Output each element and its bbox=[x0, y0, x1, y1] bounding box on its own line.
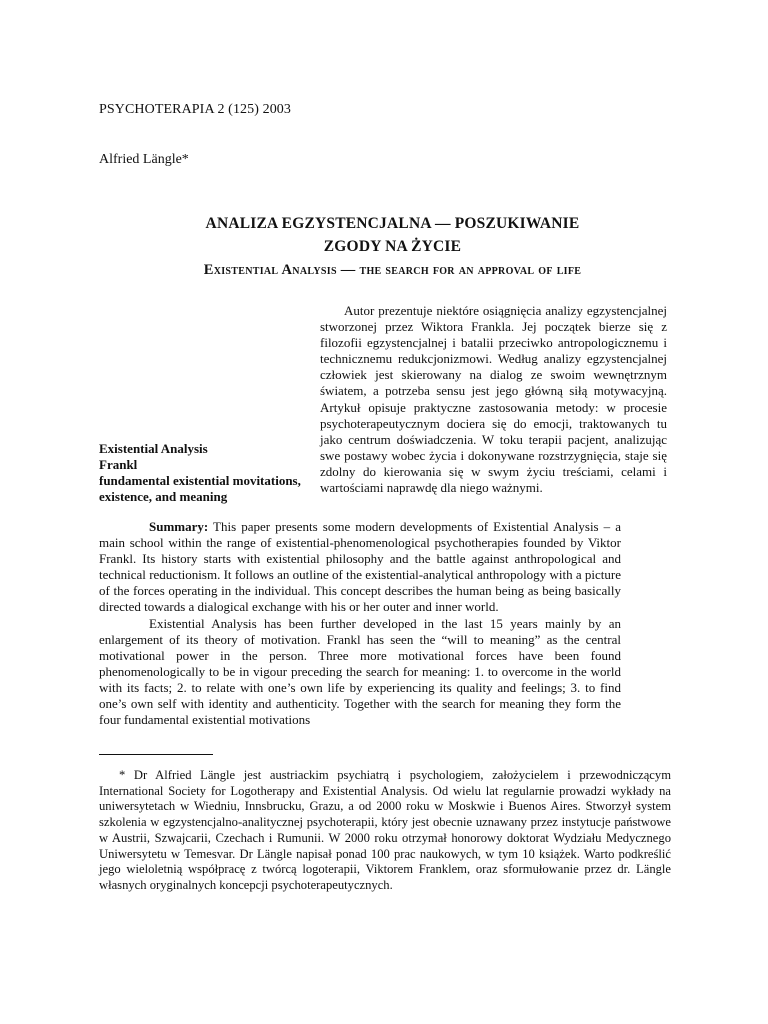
keyword-item: Frankl bbox=[99, 457, 138, 473]
journal-header: PSYCHOTERAPIA 2 (125) 2003 bbox=[99, 102, 292, 117]
summary-paragraph-2: Existential Analysis has been further developed in the last 15 years mainly by an enlargement of its theory of motivation. Frankl has seen the “will to meaning” as the central motivational power in the person. Three more motivational forces have been found phenomenologically to be in vigour preceding the search for meaning: 1. to overcome in the world with its facts; 2. to relate with one’s own life by experiencing its quality and feelings; 3. to find one’s own self with identity and authenticity. Together with the search for meaning they form the four fundamental existential motivations bbox=[99, 615, 621, 728]
title-english: Existential Analysis — the search for an approval of life bbox=[203, 262, 582, 278]
title-polish-line-1: ANALIZA EGZYSTENCJALNA — POSZUKIWANIE bbox=[205, 215, 580, 232]
footnote-text: * Dr Alfried Längle jest austriackim psychiatrą i psychologiem, założycielem i przewodniczącym International Society for Logotherapy and Existential Analysis. Od wielu lat regularnie prowadzi wykłady na uniwersytetach w Wiedniu, Innsbrucku, Grazu, a od 2000 roku w Moskwie i Buenos Aires. Stworzył system szkolenia w egzystencjalno-analitycznej psychoterapii, który jest obecnie uznawany przez instytucje państwowe w Austrii, Szwajcarii, Czechach i Rumunii. W 2000 roku otrzymał honorowy doktorat Wydziału Medycznego Uniwersytetu w Temesvar. Dr Längle napisał ponad 100 prac naukowych, w tym 10 książek. Warto podkreślić jego wieloletnią współpracę z twórcą logoterapii, Viktorem Franklem, oraz sformułowanie przez dr. Längle własnych oryginalnych koncepcji psychoterapeutycznych. bbox=[99, 768, 671, 892]
summary-paragraph-1-text: This paper presents some modern developments of Existential Analysis – a main school within the range of existential-phenomenological psychotherapies founded by Viktor Frankl. Its history starts with existential philosophy and the battle against anthropological and technical reductionism. It follows an outline of the existential-analytical anthropology with a picture of the forces operating in the individual. This concept describes the human being as being basically directed towards a dialogical exchange with his or her outer and inner world. bbox=[99, 519, 621, 615]
keywords bbox=[99, 441, 304, 505]
keyword-item: Existential Analysis bbox=[99, 441, 208, 456]
footnote-divider bbox=[99, 754, 213, 755]
title-polish-line-2: ZGODY NA ŻYCIE bbox=[323, 238, 462, 255]
footnote bbox=[99, 768, 671, 894]
abstract-polish bbox=[320, 303, 667, 496]
summary-lead: Summary: bbox=[149, 519, 209, 534]
author-name: Alfried Längle* bbox=[99, 152, 189, 167]
summary-section bbox=[99, 519, 621, 728]
abstract-polish-text: Autor prezentuje niektóre osiągnięcia analizy egzystencjalnej stworzonej przez Wiktora Frankla. Jej początek bierze się z filozofii egzystencjalnej i batalii przeciwko antropologicznemu i technicznemu redukcjonizmowi. Według analizy egzystencjalnej człowiek jest skierowany na dialog ze swoim wewnętrznym światem, a potrzeba sensu jest jego główną siłą motywacyjną. Artykuł opisuje praktyczne zastosowania metody: w procesie psychoterapeutycznym dociera się do emocji, traktowanych tu jako centrum doświadczenia. W toku terapii pacjent, analizując swe postawy wobec życia i dokonywane rozstrzygnięcia, staje się zdolny do kierowania się w swym życiu treściami, celami i wartościami naprawdę dla niego ważnymi. bbox=[320, 303, 667, 496]
title-polish bbox=[99, 212, 686, 258]
keyword-item: fundamental existential movitations, existence, and meaning bbox=[99, 473, 301, 505]
summary-paragraph-1 bbox=[99, 519, 621, 616]
